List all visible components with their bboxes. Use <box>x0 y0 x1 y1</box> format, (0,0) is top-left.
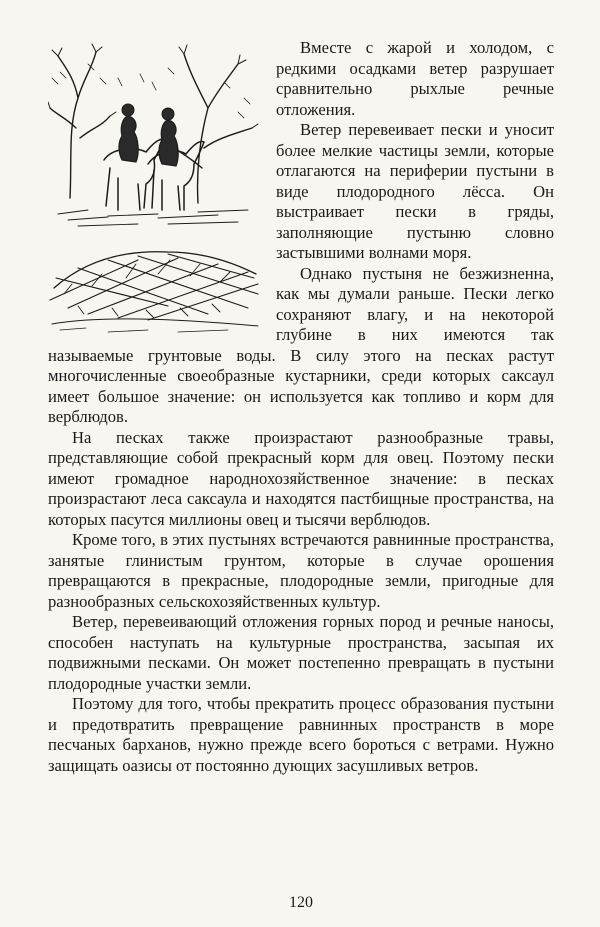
paragraph: Ветер перевеивает пески и уносит более мелкие частицы земли, которые отлагаются на периферии пустыни в виде плодородного лёсса. Он выстраивает пески в гряды, заполняющие пустыню словно застывшими волнами моря. <box>276 120 554 262</box>
paragraph: Ветер, перевеивающий отложения горных пород и речные наносы, способен наступать на культурные пространства, засыпая их подвижными песками. Он может постепенно превращать в пустыни плодородные участки земли. <box>48 612 554 693</box>
page-number: 120 <box>289 894 313 911</box>
paragraph: На песках также произрастают разнообразные травы, представляющие собой прекрасный корм для овец. Поэтому пески имеют громадное народнохозяйственное значение: в песках произрастают леса саксаула и находятся пастбищные пространства, на которых пасутся миллионы овец и тысячи верблюдов. <box>48 427 554 529</box>
book-page <box>48 38 554 911</box>
paragraph: Кроме того, в этих пустынях встречаются равнинные пространства, занятые глинистым грунтом, которые в случае орошения превращаются в прекрасные, плодородные земли, пригодные для разнообразных сельскохозяйственных культур. <box>48 530 554 611</box>
illustration-riders-and-saxaul <box>48 38 262 338</box>
paragraph: Поэтому для того, чтобы прекратить процесс образования пустыни и предотвратить превращение равнинных пространств в море песчаных барханов, нужно прежде всего бороться с ветрами. Нужно защищать оазисы от постоянно дующих засушливых ветров. <box>48 694 554 775</box>
paragraph: Однако пустыня не безжизненна, как мы думали раньше. Пески легко сохраняют влагу, и на некоторой глубине в них имеются так называемые грунтовые воды. В силу этого на песках растут многочисленные своеобразные кустарники, среди которых саксаул имеет большое значение: он используется как топливо и корм для верблюдов. <box>48 263 554 426</box>
paragraph: Вместе с жарой и холодом, с редкими осадками ветер разрушает сравнительно рыхлые речные отложения. <box>276 38 554 119</box>
ink-drawing <box>48 38 262 338</box>
